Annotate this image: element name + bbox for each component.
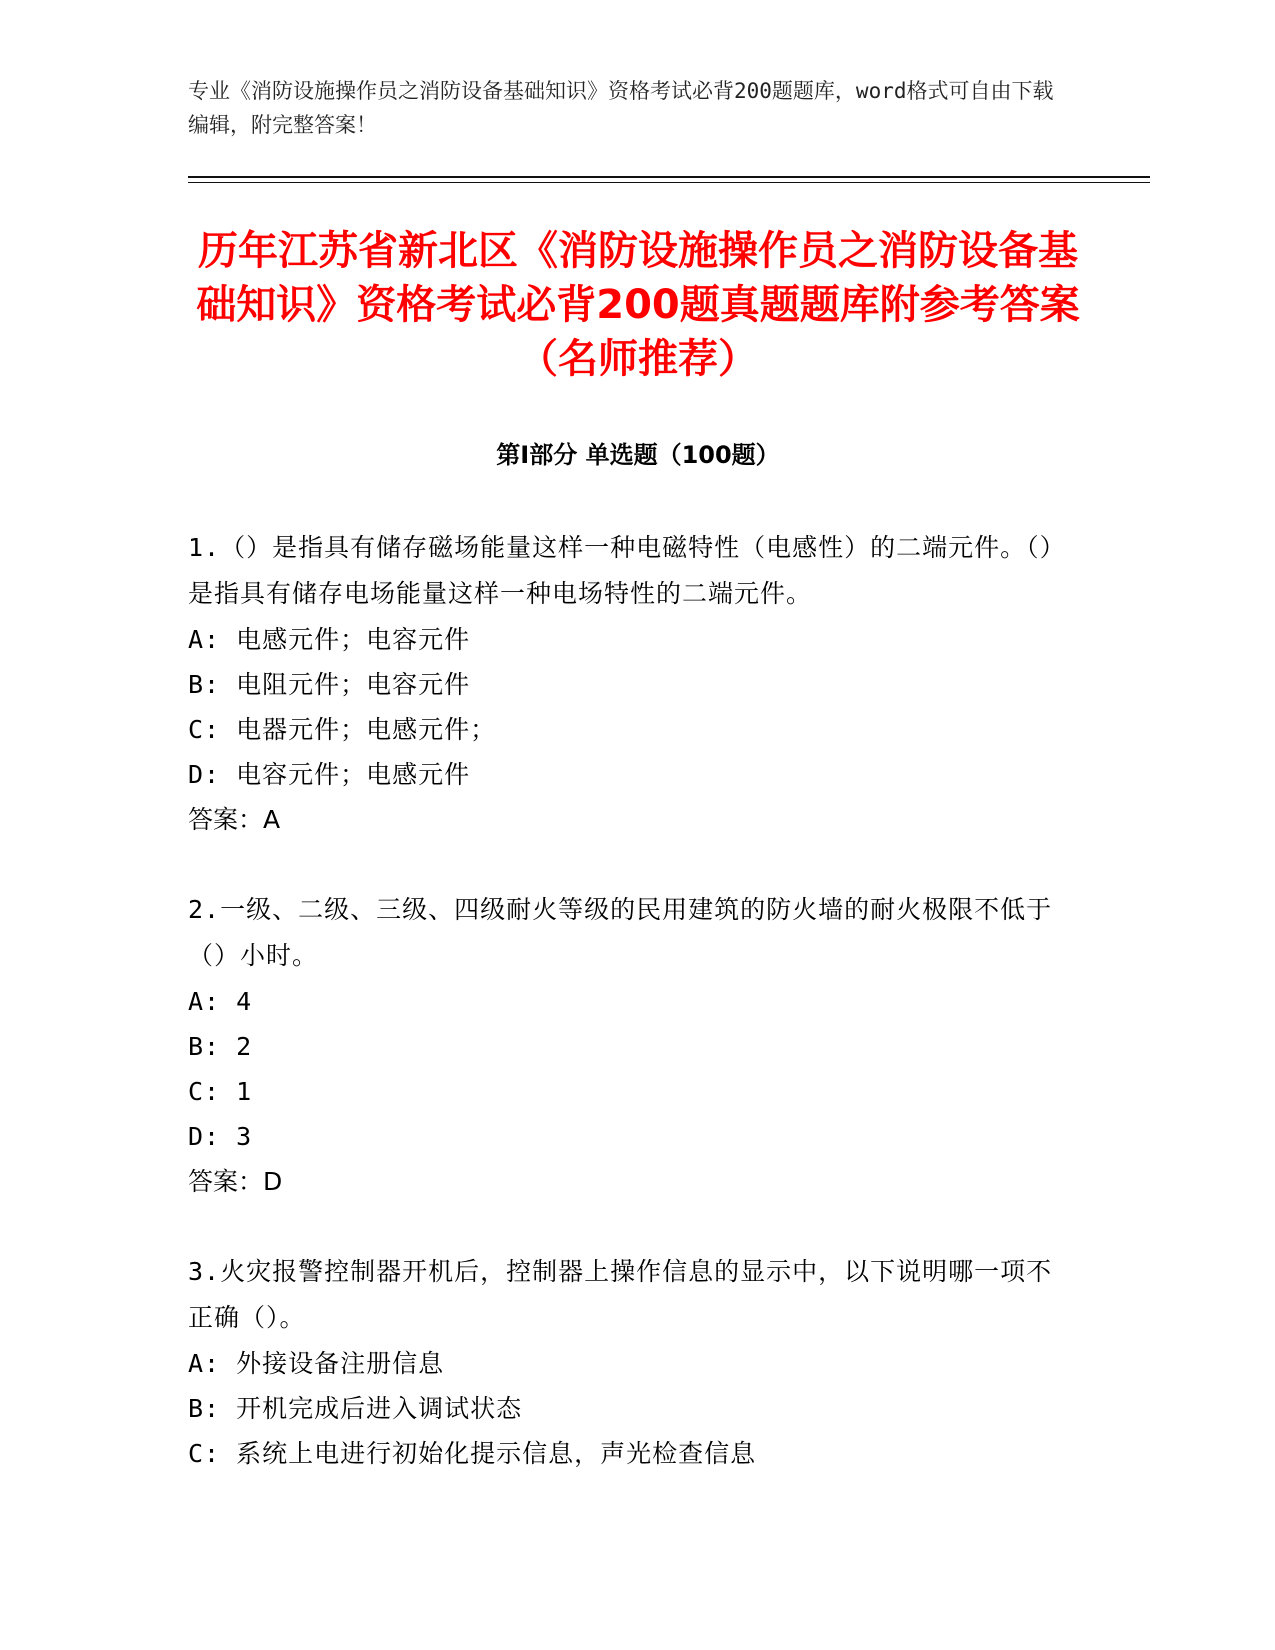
document-title: 历年江苏省新北区《消防设施操作员之消防设备基础知识》资格考试必背200题真题题库附参考答案（名师推荐） xyxy=(196,228,1080,382)
option-a: A: 电感元件；电容元件 xyxy=(188,625,471,654)
question-1 xyxy=(188,525,1068,843)
question-text: 2.一级、二级、三级、四级耐火等级的民用建筑的防火墙的耐火极限不低于（）小时。 xyxy=(188,895,1053,970)
header-note: 专业《消防设施操作员之消防设备基础知识》资格考试必背200题题库，word格式可自由下载编辑，附完整答案！ xyxy=(188,79,1054,137)
option-b: B: 开机完成后进入调试状态 xyxy=(188,1394,523,1423)
header-divider-thick xyxy=(188,176,1150,178)
option-c: C: 系统上电进行初始化提示信息，声光检查信息 xyxy=(188,1439,757,1468)
header-divider-thin xyxy=(188,182,1150,183)
question-3 xyxy=(188,1249,1068,1476)
answer: 答案：A xyxy=(188,805,281,834)
option-b: B: 2 xyxy=(188,1032,253,1061)
question-text: 3.火灾报警控制器开机后，控制器上操作信息的显示中，以下说明哪一项不正确（）。 xyxy=(188,1257,1053,1332)
option-c: C: 电器元件；电感元件； xyxy=(188,715,497,744)
answer: 答案：D xyxy=(188,1167,283,1196)
section-heading: 第I部分 单选题（100题） xyxy=(496,441,780,469)
question-2 xyxy=(188,887,1068,1205)
option-b: B: 电阻元件；电容元件 xyxy=(188,670,471,699)
question-text: 1.（）是指具有储存磁场能量这样一种电磁特性（电感性）的二端元件。（）是指具有储存电场能量这样一种电场特性的二端元件。 xyxy=(188,533,1066,608)
option-a: A: 4 xyxy=(188,987,253,1016)
option-a: A: 外接设备注册信息 xyxy=(188,1349,445,1378)
question-list xyxy=(188,525,1068,1520)
option-d: D: 电容元件；电感元件 xyxy=(188,760,471,789)
option-c: C: 1 xyxy=(188,1077,253,1106)
option-d: D: 3 xyxy=(188,1122,253,1151)
